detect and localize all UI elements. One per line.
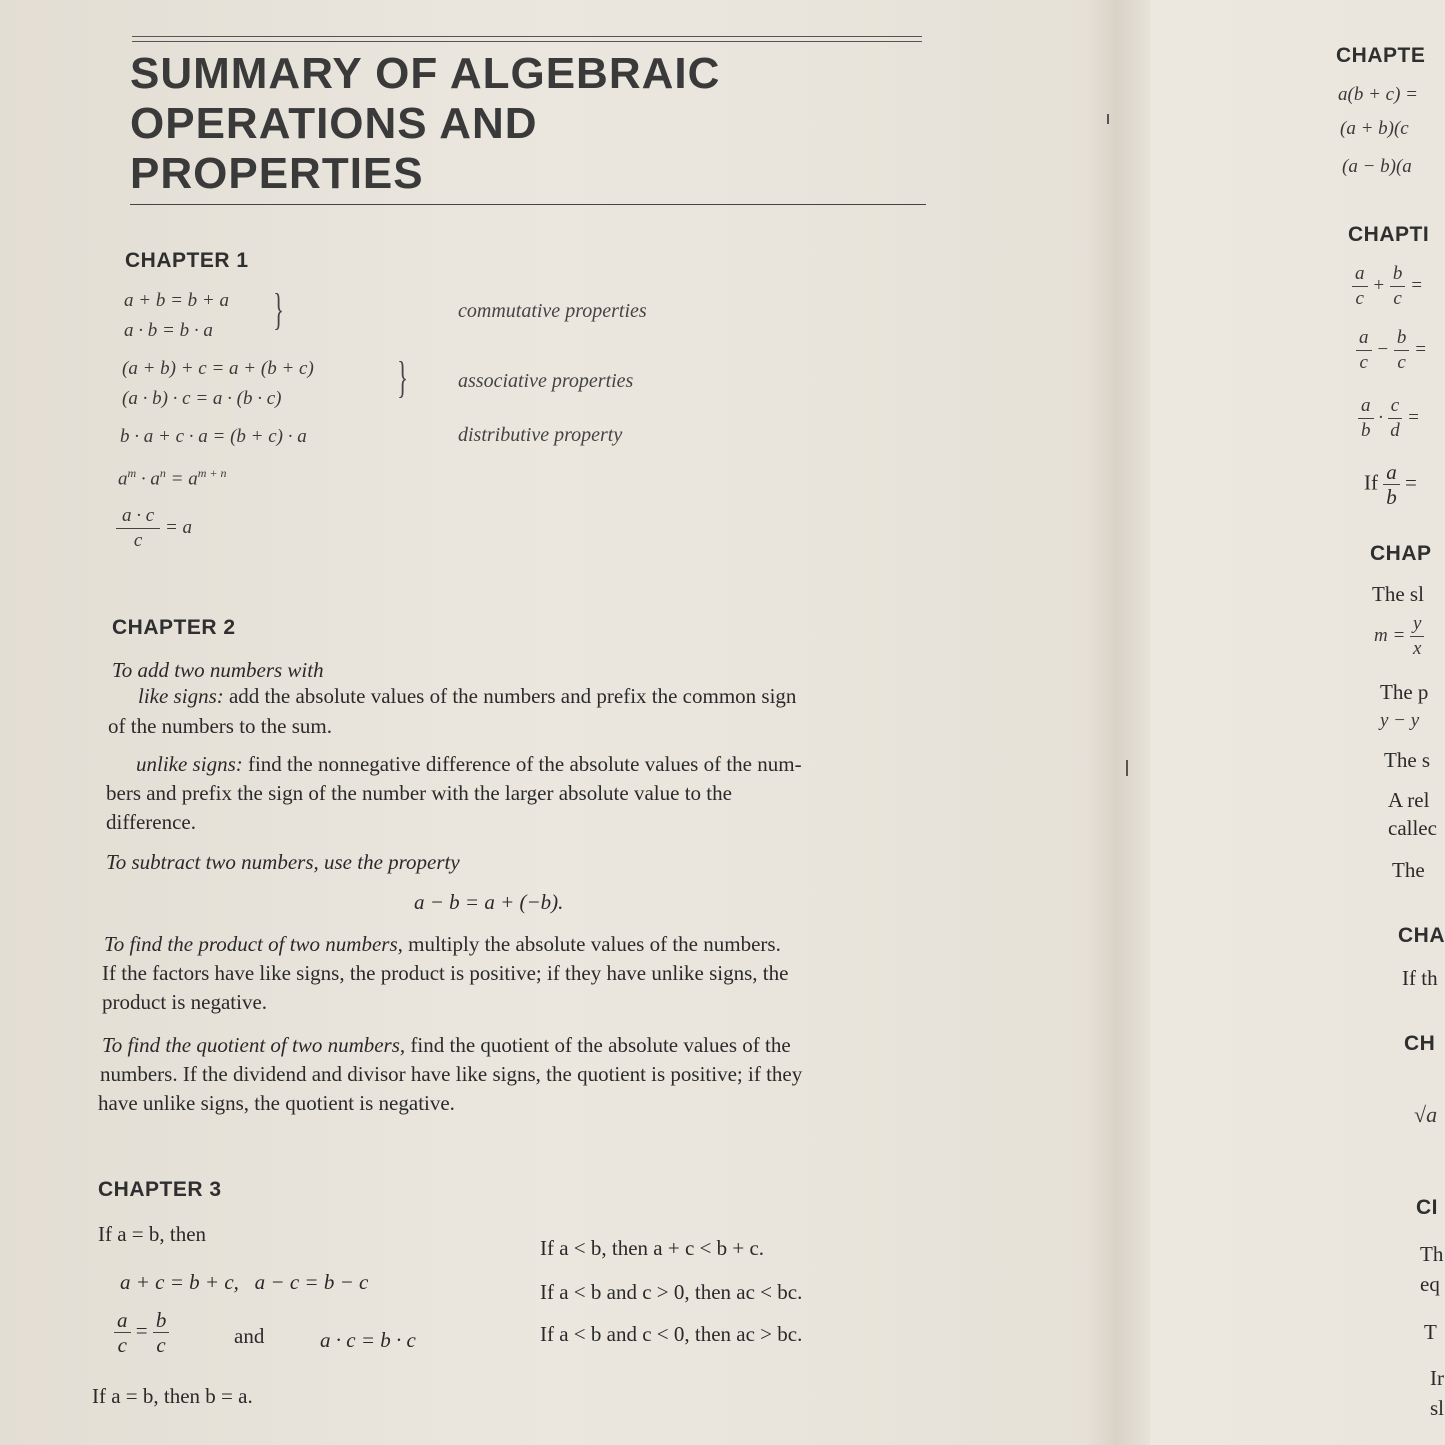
rf3-right [1388,394,1402,443]
right-frac-add [1352,262,1423,311]
commutative-multiplication: a · b = b · a [124,320,213,341]
quotient-line-3: have unlike signs, the quotient is negative. [98,1091,455,1115]
rf2-n1: a [1356,326,1372,351]
quotient-line-2: numbers. If the dividend and divisor have like signs, the quotient is positive; if they [100,1062,803,1086]
chapter-2-heading: CHAPTER 2 [112,616,236,639]
rf4-if: If [1364,470,1378,495]
unlike-signs-line-1 [136,750,802,779]
distributive-formula: b · a + c · a = (b + c) · a [120,426,307,447]
book-gutter [1085,0,1155,1445]
rf1-op: + [1372,274,1386,296]
unlike-signs-label: unlike signs: [136,752,243,776]
rf4-d: b [1386,485,1397,509]
right-chapter-heading-1: CHAPTE [1336,44,1426,67]
associative-addition: (a + b) + c = a + (b + c) [122,358,314,379]
division-eq-sign: = [135,1318,148,1343]
subtract-intro: To subtract two numbers, use the property [106,850,460,874]
rf3-n1: a [1358,394,1374,419]
rf1-left [1352,262,1368,311]
right-chapter-heading-3: CHAP [1370,542,1432,565]
right-the-slope: The sl [1372,582,1424,606]
rf2-d2: c [1397,352,1406,373]
right-if-frac [1364,460,1417,509]
rf3-d1: b [1361,420,1371,441]
rf2-right [1394,326,1410,375]
right-frac-sub [1356,326,1427,375]
inequality-mult-negative: If a < b and c < 0, then ac > bc. [540,1322,803,1346]
unlike-signs-line-2: bers and prefix the sign of the number with the larger absolute value to the [106,781,732,805]
right-the: The [1392,858,1425,882]
right-page [1150,0,1445,1445]
exp-base-a1: a [118,468,128,490]
unlike-signs-line-3: difference. [106,810,196,834]
quotient-label: To find the quotient of two numbers, [102,1033,406,1057]
inequality-mult-positive: If a < b and c > 0, then ac < bc. [540,1280,803,1304]
exp-sup-n: n [159,466,166,480]
quotient-text-1: find the quotient of the absolute values of the [405,1033,791,1057]
right-slope-formula [1374,612,1424,661]
associative-label: associative properties [458,370,634,392]
rf1-eq: = [1410,274,1423,296]
and-word: and [234,1324,265,1348]
rf3-eq: = [1406,406,1420,428]
distributive-label: distributive property [458,424,623,446]
right-chapter-heading-2: CHAPTI [1348,223,1430,246]
associative-multiplication: (a · b) · c = a · (b · c) [122,388,282,409]
exp-sup-m: m [127,466,137,480]
right-called: callec [1388,816,1437,840]
commutative-label: commutative properties [458,300,647,322]
right-distribute: a(b + c) = [1338,84,1418,105]
rf1-n1: a [1352,262,1368,287]
chapter-1-heading: CHAPTER 1 [125,249,249,272]
mult-equality: a · c = b · c [320,1328,416,1352]
product-label: To find the product of two numbers, [104,932,403,956]
cancellation-fraction [116,504,160,553]
product-line-2: If the factors have like signs, the product is positive; if they have unlike signs, the [102,961,789,985]
rf2-d1: c [1359,352,1368,373]
rf2-op: − [1376,338,1390,360]
product-line-3: product is negative. [102,990,268,1014]
rs-frac [1410,612,1424,661]
right-frac-mult [1358,394,1420,443]
right-product-1: (a + b)(c [1340,118,1409,139]
exp-eq: = a [165,468,198,490]
like-signs-text-1: add the absolute values of the numbers and prefix the common sign [223,684,797,708]
associative-brace: } [397,353,408,402]
product-line-1 [104,930,781,959]
title-top-rule-2 [132,41,922,42]
cancellation-denominator: c [133,530,143,551]
rf3-op: · [1378,406,1383,428]
exp-base-a2: a [150,468,160,490]
page-title-line-1: SUMMARY OF ALGEBRAIC [130,49,721,98]
division-equality [114,1308,169,1357]
paper-speck [1126,760,1128,776]
division-num-b: b [153,1308,170,1333]
rf1-right [1390,262,1406,311]
division-frac-a [114,1308,131,1357]
right-if-th: If th [1402,966,1438,990]
add-intro: To add two numbers with [112,658,324,682]
division-num-a: a [114,1308,131,1333]
right-t: T [1424,1320,1437,1344]
subtract-formula: a − b = a + (−b). [414,890,564,914]
rf4-n: a [1383,460,1400,485]
right-chapter-heading-6: CI [1416,1196,1438,1219]
rf1-d2: c [1393,288,1402,309]
paper-speck [1107,114,1109,124]
rf1-d1: c [1355,288,1364,309]
division-frac-b [153,1308,170,1357]
like-signs-label: like signs: [138,684,224,708]
chapter-3-heading: CHAPTER 3 [98,1178,222,1201]
rf3-left [1358,394,1374,443]
rf1-n2: b [1390,262,1406,287]
rs-n: y [1410,612,1424,637]
rf2-left [1356,326,1372,375]
exp-dot: · [136,468,151,490]
cancellation-rhs: = a [164,516,193,538]
right-a-relation: A rel [1388,788,1430,812]
right-ir: Ir [1430,1366,1444,1390]
product-text-1: multiply the absolute values of the numbers. [402,932,781,956]
rf4-frac [1383,460,1400,509]
right-eq: eq [1420,1272,1440,1296]
right-chapter-heading-5: CH [1404,1032,1436,1055]
title-top-rule [132,36,922,37]
quotient-line-1 [102,1031,791,1060]
right-chapter-heading-4: CHA [1398,924,1445,947]
rf4-eq: = [1405,470,1417,495]
rf3-d2: d [1390,420,1400,441]
symmetric-property: If a = b, then b = a. [92,1384,253,1408]
title-bottom-rule [130,204,926,205]
inequality-add: If a < b, then a + c < b + c. [540,1236,765,1260]
right-sl: sl [1430,1396,1445,1420]
exp-sup-mn: m + n [197,466,227,480]
division-den-a: c [117,1333,127,1357]
right-sqrt: √a [1414,1102,1438,1127]
like-signs-line-1 [138,682,796,711]
if-equal-then: If a = b, then [98,1222,207,1246]
rf2-n2: b [1394,326,1410,351]
division-den-b: c [156,1333,166,1357]
rs-d: x [1413,638,1422,659]
like-signs-line-2: of the numbers to the sum. [108,714,332,738]
rf3-n2: c [1388,394,1402,419]
commutative-brace: } [273,285,284,334]
cancellation-numerator: a · c [116,504,160,529]
cancellation-rule [116,504,192,553]
right-product-2: (a − b)(a [1342,156,1412,177]
add-sub-equality: a + c = b + c, a − c = b − c [120,1270,369,1294]
page-title-line-3: PROPERTIES [130,149,424,198]
rs-m: m = [1374,624,1406,646]
exponent-product-rule [118,466,227,490]
unlike-signs-text-1: find the nonnegative difference of the absolute values of the num- [242,752,802,776]
page-title-line-2: OPERATIONS AND [130,99,538,148]
rf2-eq: = [1414,338,1427,360]
commutative-addition: a + b = b + a [124,290,229,311]
right-th: Th [1420,1242,1444,1266]
right-the-point: The p [1380,680,1429,704]
right-the-s: The s [1384,748,1431,772]
right-point-slope: y − y [1380,710,1420,731]
